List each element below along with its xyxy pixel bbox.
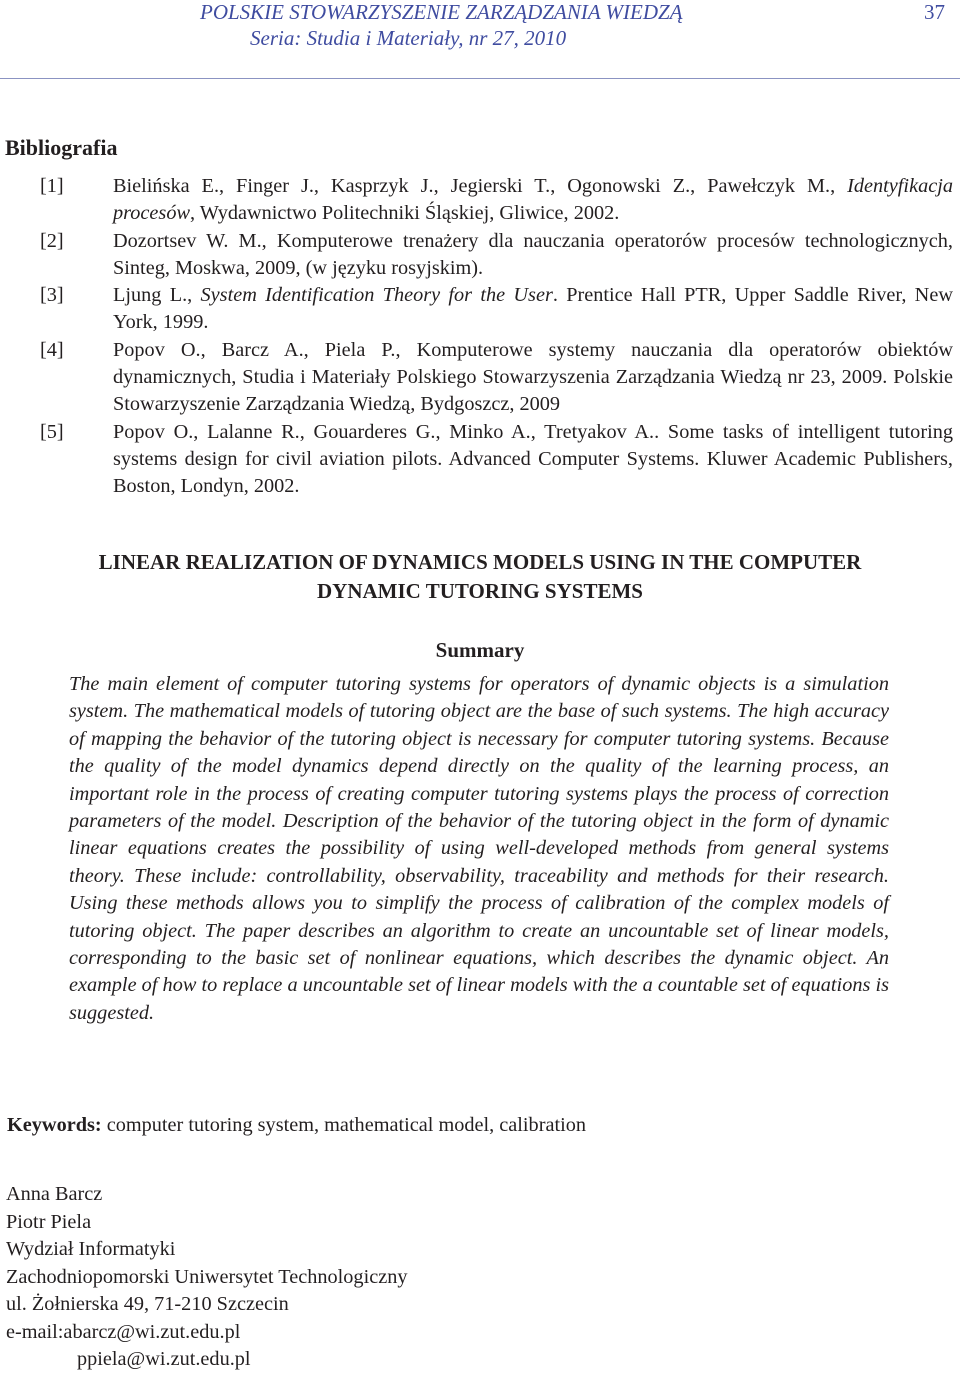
author-email: e-mail:abarcz@wi.zut.edu.pl [6,1320,241,1343]
reference-item [0,228,960,283]
reference-text: Dozortsev W. M., Komputerowe trenażery dla nauczania operatorów procesów technologicznych, Sinteg, Moskwa, 2009, (w języku rosyjskim). [113,229,953,279]
reference-list [0,173,960,501]
header-rule [0,78,960,79]
reference-number: [2] [40,229,64,252]
author-faculty: Wydział Informatyki [6,1238,176,1260]
author-name: Anna Barcz [6,1183,103,1205]
summary-heading: Summary [435,638,525,662]
page-number: 37 [924,0,945,24]
reference-text: Bielińska E., Finger J., Kasprzyk J., Jegierski T., Ogonowski Z., Pawełczyk M., Identyfikacja procesów, Wydawnictwo Politechniki Śląskiej, Gliwice, 2002. [113,175,953,225]
author-address: ul. Żołnierska 49, 71-210 Szczecin [6,1293,289,1315]
reference-number: [3] [40,284,64,307]
reference-item [0,337,960,419]
bibliography-heading: Bibliografia [5,135,118,160]
paper-title-line2: DYNAMIC TUTORING SYSTEMS [317,579,643,603]
running-header [0,0,960,80]
reference-text: Popov O., Barcz A., Piela P., Komputerowe systemy nauczania dla operatorów obiektów dynamicznych, Studia i Materiały Polskiego Stowarzyszenia Zarządzania Wiedzą nr 23, 2009. Polskie Stowarzyszenie Zarządzania Wiedzą, Bydgoszcz, 2009 [113,338,953,416]
reference-item [0,282,960,337]
reference-text: Popov O., Lalanne R., Gouarderes G., Minko A., Tretyakov A.. Some tasks of intelligent tutoring systems design for civil aviation pilots. Advanced Computer Systems. Kluwer Academic Publishers, Boston, Londyn, 2002. [113,420,953,498]
author-email: ppiela@wi.zut.edu.pl [77,1348,251,1370]
reference-text: Ljung L., System Identification Theory for the User. Prentice Hall PTR, Upper Saddle River, New York, 1999. [113,284,953,334]
paper-title [0,548,960,606]
author-name: Piotr Piela [6,1210,92,1233]
keywords [7,1111,586,1139]
reference-item [0,419,960,501]
abstract-text: The main element of computer tutoring systems for operators of dynamic objects is a simulation system. The mathematical models of tutoring object are the base of such systems. The high accuracy of mapping the behavior of the tutoring object is necessary for computer tutoring systems. Because the quality of the model dynamics depend directly on the quality of the learning process, an important role in the process of creating computer tutoring systems plays the process of correction parameters of the model. Description of the behavior of the tutoring object in the form of dynamic linear equations creates the possibility of using well-developed methods from general systems theory. These include: controllability, observability, traceability and methods for their research. Using these methods allows you to simplify the process of calibration of the complex models of tutoring object. The paper describes an algorithm to create an uncountable set of linear models, corresponding to the basic set of nonlinear equations, which describes the dynamic object. An example of how to replace a uncountable set of linear models with the a countable set of equations is suggested. [69,673,889,1024]
reference-title-italic: System Identification Theory for the User [200,284,553,307]
series-info: Seria: Studia i Materiały, nr 27, 2010 [250,26,567,50]
author-block [6,1181,408,1374]
reference-title-italic: Identyfikacja procesów [113,175,953,225]
reference-number: [5] [40,420,64,443]
reference-number: [1] [40,175,64,197]
author-university: Zachodniopomorski Uniwersytet Technologiczny [6,1265,408,1288]
journal-name: POLSKIE STOWARZYSZENIE ZARZĄDZANIA WIEDZĄ [200,0,683,24]
paper-title-line1: LINEAR REALIZATION OF DYNAMICS MODELS USING IN THE COMPUTER [98,550,862,574]
reference-number: [4] [40,338,64,361]
keywords-label: Keywords: [7,1114,102,1136]
keywords-list: computer tutoring system, mathematical model, calibration [101,1114,587,1136]
reference-item [0,173,960,228]
